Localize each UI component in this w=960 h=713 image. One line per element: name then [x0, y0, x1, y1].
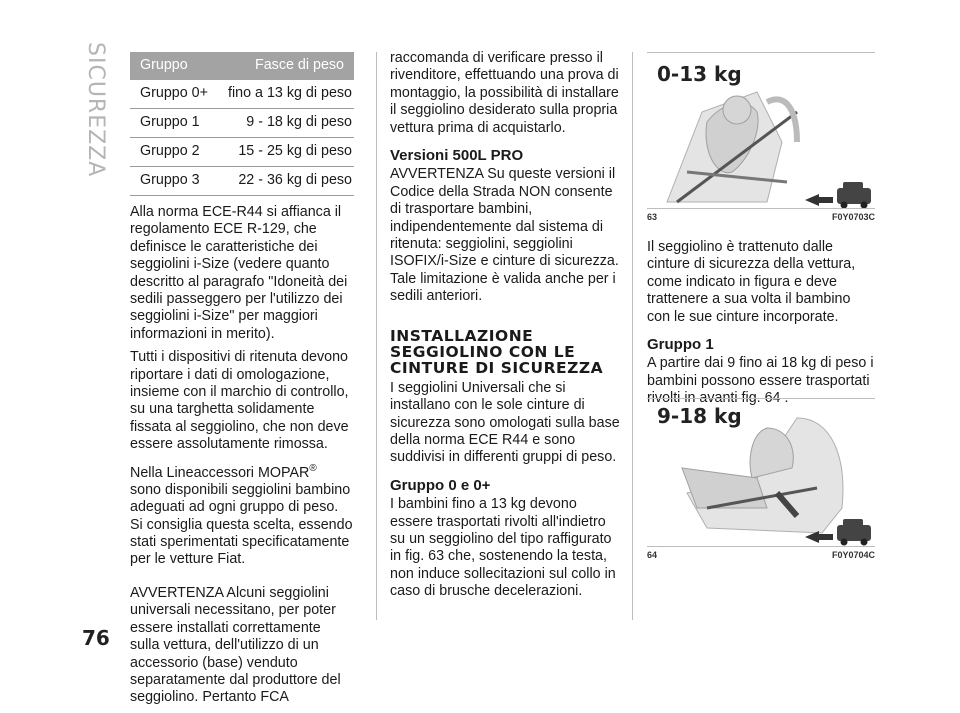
heading-versioni-500l-pro: Versioni 500L PRO — [390, 147, 524, 165]
table-row — [130, 167, 354, 196]
paragraph-gruppo-0: I bambini fino a 13 kg devono essere trasportati rivolti all'indietro su un seggiolino del tipo raffigurato in fig. 63 che, sostenendo la testa, non induce sollecitazioni sul collo in caso di brusche decelerazioni. — [390, 496, 616, 600]
paragraph-seggiolino-trattenuto: Il seggiolino è trattenuto dalle cinture di sicurezza della vettura, come indicato in figura e deve trattenere a sua volta il bambino con le sue cinture incorporate. — [647, 239, 856, 325]
figure-63-label: 0-13 kg — [657, 62, 742, 86]
paragraph-omologazione: Tutti i dispositivi di ritenuta devono riportare i dati di omologazione, insieme con il marchio di controllo, su una targhetta solidamente fissata al seggiolino, che non deve essere assolutamente rimossa. — [130, 349, 349, 453]
column-divider — [376, 52, 377, 620]
heading-gruppo-1: Gruppo 1 — [647, 336, 714, 354]
column-divider — [632, 52, 633, 620]
table-row — [130, 109, 354, 138]
paragraph-gruppo-1: A partire dai 9 fino ai 18 kg di peso i bambini possono essere trasportati rivolti in avanti fig. 64 . — [647, 355, 874, 407]
mopar-text: Nella Lineaccessori MOPAR — [130, 464, 310, 481]
mopar-text-cont: sono disponibili seggiolini bambino adeguati ad ogni gruppo di peso. Si consiglia questa scelta, essendo stati sperimentati specificatamente per le vetture Fiat. — [130, 481, 353, 568]
table-cell-weight: 9 - 18 kg di peso — [246, 114, 352, 131]
table-cell-weight: 15 - 25 kg di peso — [238, 143, 352, 160]
figure-64-label: 9-18 kg — [657, 404, 742, 428]
column-2 — [390, 50, 622, 607]
figure-64-number: 64 — [647, 550, 658, 560]
table-header-weight: Fasce di peso — [254, 57, 344, 74]
table-header-row — [130, 52, 354, 80]
paragraph-avvertenza-pro: AVVERTENZA Su queste versioni il Codice della Strada NON consente di trasportare bambini, indipendentemente dal sistema di ritenuta: seggiolini, seggiolini ISOFIX/i-Size e cinture di sicurezza. Tale limitazione è valida anche per i sedili anteriori. — [390, 166, 619, 305]
heading-gruppo-0: Gruppo 0 e 0+ — [390, 476, 491, 494]
paragraph-mopar — [130, 460, 354, 569]
car-icon — [837, 519, 871, 546]
heading-installazione: INSTALLAZIONE SEGGIOLINO CON LE CINTURE DI SICUREZZA — [390, 326, 604, 377]
figure-bottom-rule — [647, 546, 875, 547]
table-row — [130, 138, 354, 167]
figure-64 — [647, 398, 875, 568]
registered-mark: ® — [309, 462, 317, 474]
weight-group-table — [130, 52, 354, 196]
figure-64-code: F0Y0704C — [831, 550, 875, 560]
arrow-icon — [805, 194, 819, 206]
figure-bottom-rule — [647, 208, 875, 209]
figure-63-code: F0Y0703C — [831, 212, 875, 222]
car-icon — [837, 182, 871, 209]
column-1 — [130, 52, 354, 713]
paragraph-raccomanda: raccomanda di verificare presso il rivenditore, effettuando una prova di montaggio, la possibilità di installare il seggiolino desiderato sulla propria vettura prima di acquistarlo. — [390, 50, 619, 136]
figure-63-number: 63 — [647, 212, 658, 222]
table-cell-group: Gruppo 0+ — [140, 85, 208, 102]
column-3 — [647, 239, 875, 414]
paragraph-ece-r129: Alla norma ECE-R44 si affianca il regolamento ECE R-129, che definisce le caratteristiche dei seggiolini i-Size (vedere quanto descritto al paragrafo "Idoneità dei sedili passeggero per l'utilizzo dei seggiolini i-Size" per maggiori informazioni in merito). — [130, 204, 348, 342]
paragraph-universali: I seggiolini Universali che si installano con le sole cinture di sicurezza sono omologati sulla base della norma ECE R44 e sono suddivisi in differenti gruppi di peso. — [390, 379, 620, 466]
table-row — [130, 80, 354, 109]
table-cell-group: Gruppo 2 — [140, 143, 200, 160]
page-number: 76 — [82, 626, 110, 650]
section-title: SICUREZZA — [83, 42, 108, 178]
paragraph-avvertenza-base: AVVERTENZA Alcuni seggiolini universali necessitano, per poter essere installati correttamente sulla vettura, dell'utilizzo di un accessorio (base) venduto separatamente dal produttore del seggiolino. Pertanto FCA — [130, 584, 341, 706]
figure-63 — [647, 52, 875, 220]
table-cell-weight: fino a 13 kg di peso — [228, 85, 352, 102]
table-cell-group: Gruppo 3 — [140, 172, 200, 189]
table-cell-group: Gruppo 1 — [140, 114, 200, 131]
table-header-group: Gruppo — [140, 57, 188, 74]
table-cell-weight: 22 - 36 kg di peso — [238, 172, 352, 189]
